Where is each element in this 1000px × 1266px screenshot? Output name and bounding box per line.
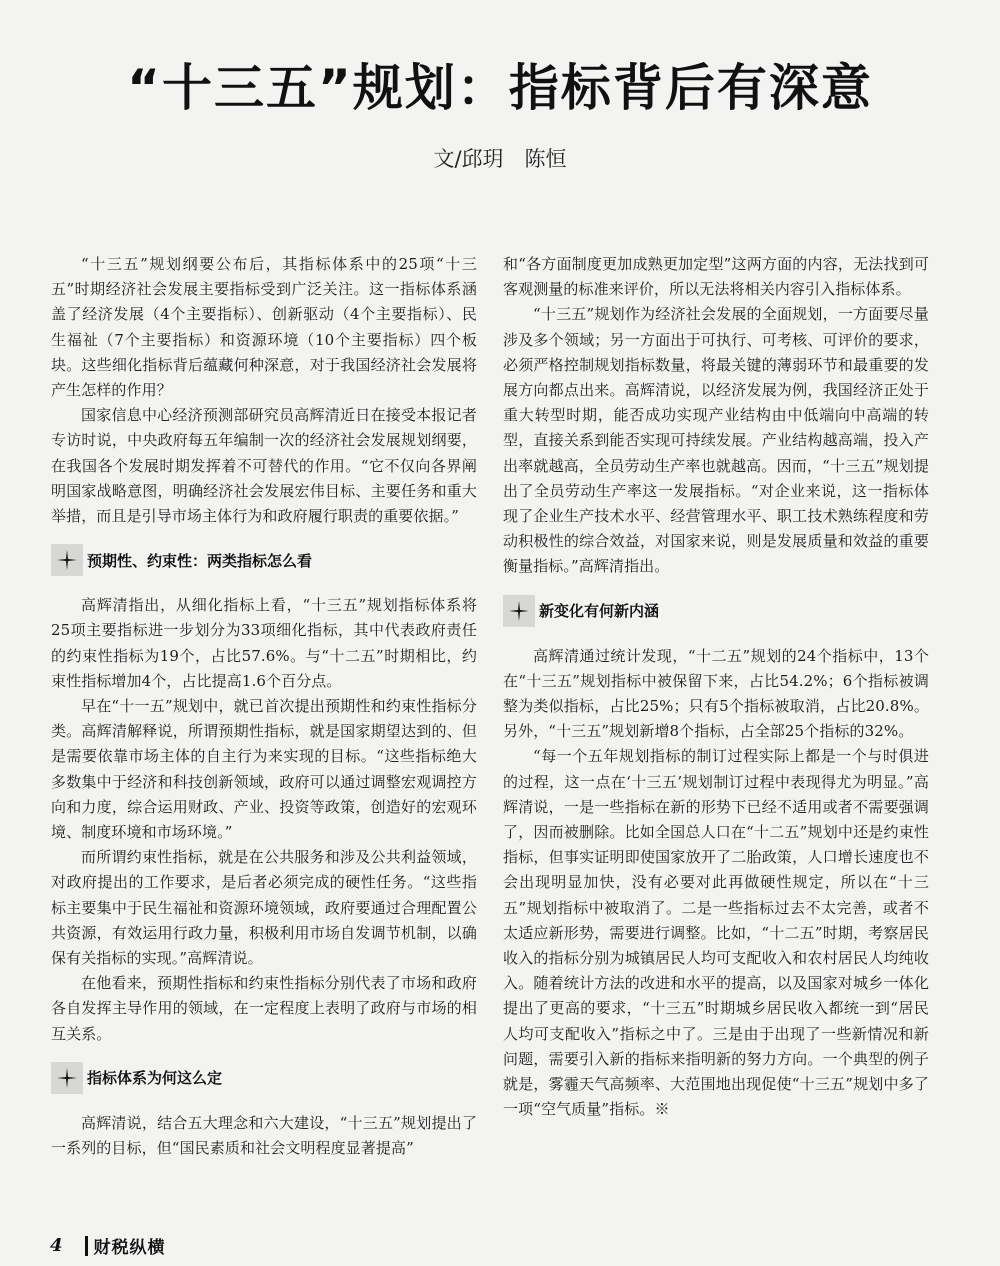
- sparkle-icon: [503, 595, 535, 627]
- sparkle-icon: [51, 544, 83, 576]
- paragraph: 高辉清通过统计发现，“十二五”规划的24个指标中，13个在“十三五”规划指标中被保留下来，占比54.2%；6个指标被调整为类似指标，占比25%；只有5个指标被取消，占比20.8%。另外，“十三五”规划新增8个指标，占全部25个指标的32%。: [503, 646, 929, 741]
- magazine-name: 财税纵横: [93, 1238, 166, 1258]
- left-column: [51, 252, 477, 1161]
- page-footer: [50, 1233, 166, 1258]
- article-byline: 文/邱玥 陈恒: [433, 147, 567, 171]
- divider: [85, 1236, 88, 1256]
- section-heading-label: 指标体系为何这么定: [87, 1069, 223, 1088]
- paragraph: “十三五”规划作为经济社会发展的全面规划，一方面要尽量涉及多个领域；另一方面出于可执行、可考核、可评价的要求，必须严格控制规划指标数量，将最关键的薄弱环节和最重要的发展方向都点出来。高辉清说，以经济发展为例，我国经济正处于重大转型时期，能否成功实现产业结构由中低端向中高端的转型，直接关系到能否实现可持续发展。产业结构越高端，投入产出率就越高，全员劳动生产率也就越高。因而，“十三五”规划提出了全员劳动生产率这一发展指标。“对企业来说，这一指标体现了企业生产技术水平、经营管理水平、职工技术熟练程度和劳动积极性的综合效益，对国家来说，则是发展质量和效益的重要衡量指标。”高辉清指出。: [503, 305, 929, 576]
- paragraph: 国家信息中心经济预测部研究员高辉清近日在接受本报记者专访时说，中央政府每五年编制一次的经济社会发展规划纲要，在我国各个发展时期发挥着不可替代的作用。“它不仅向各界阐明国家战略意图，明确经济社会发展宏伟目标、主要任务和重大举措，而且是引导市场主体行为和政府履行职责的重要依据。”: [51, 406, 477, 526]
- paragraph: 而所谓约束性指标，就是在公共服务和涉及公共利益领域，对政府提出的工作要求，是后者必须完成的硬性任务。“这些指标主要集中于民生福祉和资源环境领域，政府要通过合理配置公共资源，有效运用行政力量，积极利用市场自发调节机制，以确保有关指标的实现。”高辉清说。: [51, 848, 477, 968]
- page-number: 4: [50, 1235, 63, 1256]
- paragraph: 在他看来，预期性指标和约束性指标分别代表了市场和政府各自发挥主导作用的领域，在一定程度上表明了政府与市场的相互关系。: [51, 974, 477, 1043]
- paragraph: 高辉清指出，从细化指标上看，“十三五”规划指标体系将25项主要指标进一步划分为33项细化指标，其中代表政府责任的约束性指标为19个，占比57.6%。与“十二五”时期相比，约束性指标增加4个，占比提高1.6个百分点。: [51, 596, 477, 690]
- section-heading-label: 新变化有何新内涵: [539, 602, 660, 621]
- section-heading-label: 预期性、约束性：两类指标怎么看: [87, 551, 313, 570]
- right-column: [503, 252, 929, 1123]
- paragraph: 早在“十一五”规划中，就已首次提出预期性和约束性指标分类。高辉清解释说，所谓预期性指标，就是国家期望达到的、但是需要依靠市场主体的自主行为来实现的目标。“这些指标绝大多数集中于经济和科技创新领域，政府可以通过调整宏观调控方向和力度，综合运用财政、产业、投资等政策，创造好的宏观环境、制度环境和市场环境。”: [51, 697, 477, 842]
- article-title: “十三五”规划：指标背后有深意: [127, 59, 873, 117]
- paragraph: 和“各方面制度更加成熟更加定型”这两方面的内容，无法找到可客观测量的标准来评价，所以无法将相关内容引入指标体系。: [503, 255, 929, 299]
- paragraph: “每一个五年规划指标的制订过程实际上都是一个与时俱进的过程，这一点在‘十三五’规划制订过程中表现得尤为明显。”高辉清说，一是一些指标在新的形势下已经不适用或者不需要强调了，因而被删除。比如全国总人口在“十二五”规划中还是约束性指标，但事实证明即使国家放开了二胎政策，人口增长速度也不会出现明显加快，没有必要对此再做硬性规定，所以在“十三五”规划指标中被取消了。二是一些指标过去不太完善，或者不太适应新形势，需要进行调整。比如，“十二五”时期，考察居民收入的指标分别为城镇居民人均可支配收入和农村居民人均纯收入。随着统计方法的改进和水平的提高，以及国家对城乡一体化提出了更高的要求，“十三五”时期城乡居民收入都统一到“居民人均可支配收入”指标之中了。三是由于出现了一些新情况和新问题，需要引入新的指标来指明新的努力方向。一个典型的例子就是，雾霾天气高频率、大范围地出现促使“十三五”规划中多了一项“空气质量”指标。※: [503, 747, 929, 1119]
- sparkle-icon: [51, 1062, 83, 1094]
- paragraph: 高辉清说，结合五大理念和六大建设，“十三五”规划提出了一系列的目标，但“国民素质和社会文明程度显著提高”: [51, 1113, 477, 1158]
- paragraph: “十三五”规划纲要公布后，其指标体系中的25项“十三五”时期经济社会发展主要指标受到广泛关注。这一指标体系涵盖了经济发展（4个主要指标）、创新驱动（4个主要指标）、民生福祉（7个主要指标）和资源环境（10个主要指标）四个板块。这些细化指标背后蕴藏何种深意，对于我国经济社会发展将产生怎样的作用？: [51, 255, 477, 400]
- section-heading: [51, 543, 477, 577]
- section-heading: [503, 594, 929, 628]
- section-heading: [51, 1061, 477, 1095]
